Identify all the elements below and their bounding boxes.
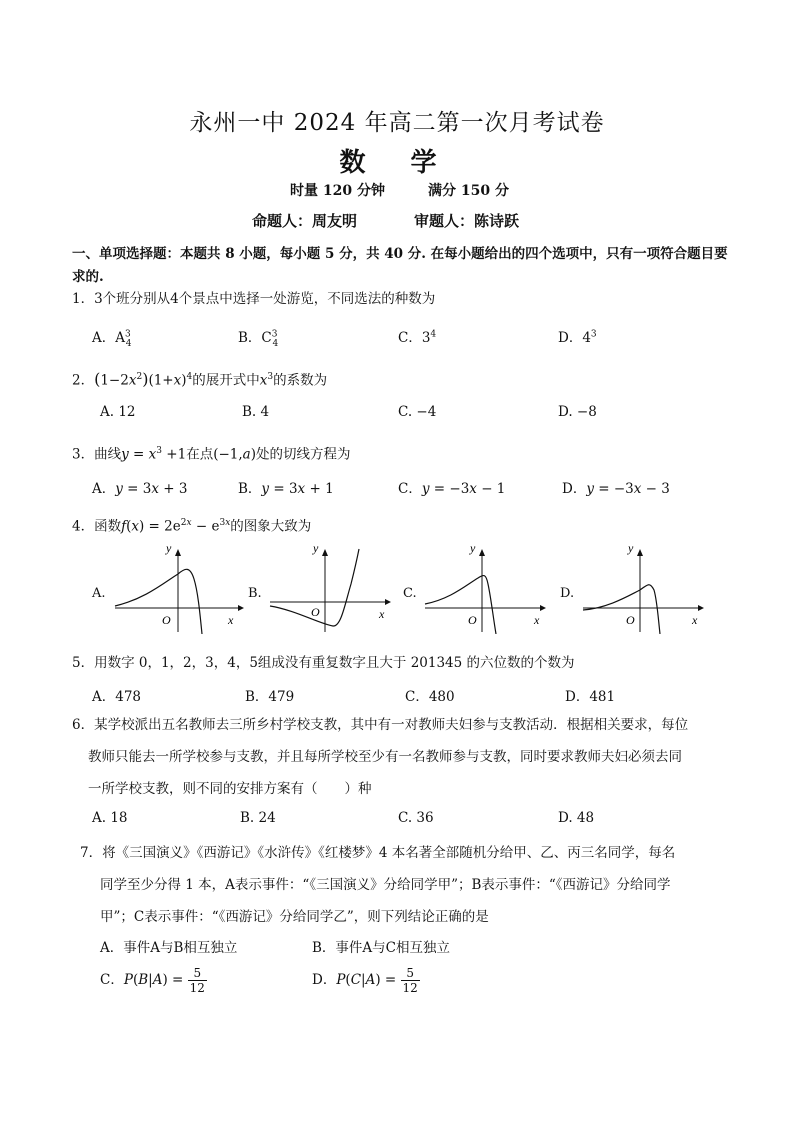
full-score: 满分 150 分: [428, 183, 509, 199]
q2-option-d: D. −8: [558, 404, 597, 420]
svg-text:x: x: [379, 607, 385, 621]
svg-text:x: x: [692, 613, 698, 627]
q5-option-c: C．480: [405, 689, 455, 705]
question-2: 2．$(1-2x^2)(1+x)^4$的展开式中$x^3$的系数为: [72, 369, 328, 389]
graph-a: [110, 544, 260, 634]
question-7-line-1: 7．将《三国演义》《西游记》《水浒传》《红楼梦》4 本名著全部随机分给甲、乙、丙三名同学，每名: [80, 845, 676, 861]
q6-option-a: A. 18: [92, 810, 128, 826]
q6-option-c: C. 36: [398, 810, 434, 826]
question-6-line-1: 6．某学校派出五名教师去三所乡村学校支教，其中有一对教师夫妇参与支教活动．根据相关要求，每位: [72, 717, 689, 733]
question-6-line-3: 一所学校支教，则不同的安排方案有（ ）种: [88, 781, 372, 797]
question-5: 5．用数字 0，1，2，3，4，5组成没有重复数字且大于 201345 的六位数的个数为: [72, 655, 575, 671]
q1-option-d: D．$4^3$: [558, 329, 597, 346]
q5-option-d: D．481: [565, 689, 616, 705]
time-limit: 时量 120 分钟: [290, 183, 385, 199]
svg-text:O: O: [311, 605, 320, 619]
graph-label-c: C.: [403, 586, 417, 601]
q7-option-c: C．P(B|A) = $\frac{5}{12}$: [100, 966, 205, 995]
graph-label-a: A.: [92, 586, 106, 601]
question-reviewer: 审题人：陈诗跃: [414, 212, 520, 230]
graph-b: [265, 544, 415, 634]
section-heading: 一、单项选择题：本题共 8 小题，每小题 5 分，共 40 分. 在每小题给出的四个选项中，只有一项符合题目要求的.: [72, 246, 728, 285]
q2-option-b: B. 4: [242, 404, 270, 420]
graph-c: [420, 544, 570, 634]
graph-label-d: D.: [560, 586, 575, 601]
question-6-line-2: 教师只能去一所学校参与支教，并且每所学校至少有一名教师参与支教，同时要求教师夫妇必须去同: [88, 749, 682, 765]
svg-text:O: O: [468, 613, 477, 627]
svg-text:y: y: [313, 544, 319, 555]
q7-option-b: B．事件A与C相互独立: [312, 940, 450, 956]
graph-d: [578, 544, 728, 634]
q5-option-b: B．479: [245, 689, 295, 705]
graph-label-b: B.: [248, 586, 262, 601]
exam-title: 永州一中 2024 年高二第一次月考试卷: [189, 110, 605, 136]
q3-option-c: C．y = −3x − 1: [398, 481, 506, 497]
q3-option-b: B．y = 3x + 1: [238, 481, 334, 497]
q1-option-b: B．$C^3_4$: [238, 329, 279, 349]
svg-text:y: y: [470, 544, 476, 555]
q5-option-a: A．478: [92, 689, 142, 705]
q1-option-c: C．$3^4$: [398, 329, 437, 346]
q7-option-a: A．事件A与B相互独立: [100, 940, 238, 956]
question-7-line-2: 同学至少分得 1 本，A表示事件：“《三国演义》分给同学甲”；B表示事件：“《西游记》分给同学: [100, 877, 671, 893]
svg-text:x: x: [534, 613, 540, 627]
subject-title: 数 学: [339, 148, 455, 178]
q6-option-d: D. 48: [558, 810, 595, 826]
question-7-line-3: 甲”；C表示事件：“《西游记》分给同学乙”，则下列结论正确的是: [100, 909, 489, 925]
q3-option-a: A．y = 3x + 3: [92, 481, 188, 497]
svg-text:y: y: [628, 544, 634, 555]
svg-text:x: x: [228, 613, 234, 627]
q1-option-a: A．$A^3_4$: [92, 329, 132, 349]
question-author: 命题人：周友明: [252, 212, 358, 230]
q2-option-a: A. 12: [100, 404, 136, 420]
q2-option-c: C. −4: [398, 404, 437, 420]
question-4: 4．函数$f(x) = 2e^{2x} - e^{3x}$的图象大致为: [72, 518, 312, 535]
q7-option-d: D．P(C|A) = $\frac{5}{12}$: [312, 966, 418, 995]
svg-text:O: O: [626, 613, 635, 627]
svg-text:y: y: [166, 544, 172, 555]
question-1: 1．3个班分别从4个景点中选择一处游览，不同选法的种数为: [72, 291, 436, 307]
q6-option-b: B. 24: [240, 810, 276, 826]
question-3: 3．曲线$y = x^3 +1$在点(−1,a)处的切线方程为: [72, 446, 351, 463]
q3-option-d: D．y = −3x − 3: [562, 481, 670, 497]
svg-text:O: O: [162, 613, 171, 627]
